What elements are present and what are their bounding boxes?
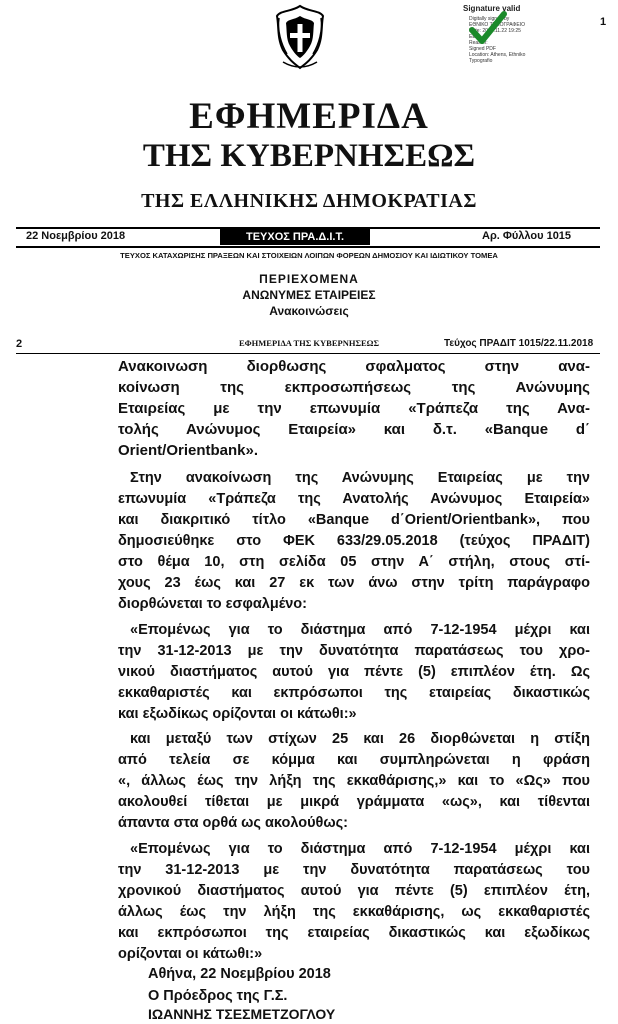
sheet-number: Αρ. Φύλλου 1015 — [482, 230, 572, 242]
paragraph-line: και διακριτικό τίτλο «Banque d΄Orient/Orientbank», που — [118, 512, 590, 528]
paragraph-line: ακολουθεί τίθεται με μικρά γράμματα «ως», και τίθενται — [118, 794, 590, 810]
page-number-top: 1 — [600, 16, 607, 28]
contents-heading: ΠΕΡΙΕΧΟΜΕΝΑ — [259, 272, 359, 286]
running-title: ΕΦΗΜΕΡΙΔΑ ΤΗΣ ΚΥΒΕΡΝΗΣΕΩΣ — [238, 338, 380, 348]
paragraph-line: στο θέμα 10, στη σελίδα 05 στην Α΄ στήλη, στους στί- — [118, 554, 590, 570]
quote-line: και εκπρόσωποι της εταιρείας δικαστικώς και εξωδίκως — [118, 925, 590, 941]
coat-of-arms-emblem — [273, 4, 327, 72]
quote-line: νικού διαστήματος αυτού για πέντε (5) επιπλέον έτη. Ως — [118, 664, 590, 680]
sig-line: ΕΘΝΙΚΟ ΤΥΠΟΓΡΑΦΕΙΟ — [469, 22, 525, 28]
section-heading: ΑΝΩΝΥΜΕΣ ΕΤΑΙΡΕΙΕΣ — [242, 288, 376, 302]
paragraph-line: άπαντα στα ορθά ως ακολούθως: — [118, 815, 348, 831]
announcement-title-line: τολής Ανώνυμος Εταιρεία» και δ.τ. «Banque d΄ — [118, 421, 590, 438]
quote-line: την 31-12-2013 με την δυνατότητα παρατάσεως του χρο- — [118, 643, 590, 659]
signatory-name: ΙΩΑΝΝΗΣ ΤΣΕΣΜΕΤΖΟΓΛΟΥ — [148, 1006, 336, 1022]
page-number: 2 — [16, 338, 23, 350]
issue-subtitle: ΤΕΥΧΟΣ ΚΑΤΑΧΩΡΙΣΗΣ ΠΡΑΞΕΩΝ ΚΑΙ ΣΤΟΙΧΕΙΩΝ ΛΟΙΠΩΝ ΦΟΡΕΩΝ ΔΗΜΟΣΙΟΥ ΚΑΙ ΙΔΙΩΤΙΚΟΥ ΤΟΜΕΑ — [120, 251, 498, 260]
announcement-title-line: Orient/Orientbank». — [118, 442, 259, 459]
paragraph-line: διορθώνεται το εσφαλμένο: — [118, 596, 307, 612]
sig-line: Location: Athens, Ethnikο — [469, 52, 526, 58]
paragraph-line: Στην ανακοίνωση της Ανώνυμης Εταιρείας με την — [130, 470, 590, 486]
issue-date: 22 Νοεμβρίου 2018 — [26, 230, 126, 242]
quote-line: εκκαθαριστές και εκπρόσωποι της εταιρείας δικαστικώς — [118, 685, 590, 701]
sig-line: EET — [469, 34, 479, 40]
sig-line: Typografio — [469, 58, 493, 64]
checkmark-icon — [468, 10, 508, 46]
announcement-title-line: κοίνωση της εκπροσωπήσεως της Ανώνυμης — [118, 379, 590, 396]
running-issue: Τεύχος ΠΡΑΔΙΤ 1015/22.11.2018 — [444, 338, 594, 349]
gazette-title: ΕΦΗΜΕΡΙΔΑ — [189, 96, 429, 137]
sig-line: Signed PDF — [469, 46, 496, 52]
quote-line: άλλως έως την λήξη της εκκαθάρισης, ως εκκαθαριστές — [118, 904, 590, 920]
sig-line: Date: 2018.11.22 19:25 — [469, 28, 521, 34]
paragraph-line: από τελεία σε κόμμα και συμπληρώνεται η φράση — [118, 752, 590, 768]
paragraph-line: δημοσιεύθηκε στο ΦΕΚ 633/29.05.2018 (τεύχος ΠΡΑΔΙΤ) — [118, 533, 590, 549]
quote-line: την 31-12-2013 με την δυνατότητα παρατάσεως του — [118, 862, 590, 878]
sig-line: Digitally signed by — [469, 16, 510, 22]
quote-line: και εξωδίκως ορίζονται οι κάτωθι:» — [118, 706, 357, 722]
issue-type-tag: ΤΕΥΧΟΣ ΠΡΑ.Δ.Ι.Τ. — [220, 229, 370, 245]
gazette-republic-line: ΤΗΣ ΕΛΛΗΝΙΚΗΣ ΔΗΜΟΚΡΑΤΙΑΣ — [141, 190, 477, 212]
quote-line: «Επομένως για το διάστημα από 7-12-1954 μέχρι και — [130, 841, 590, 857]
place-date: Αθήνα, 22 Νοεμβρίου 2018 — [148, 966, 331, 982]
subsection-heading: Ανακοινώσεις — [269, 304, 349, 318]
paragraph-line: και μεταξύ των στίχων 25 και 26 διορθώνεται η στίξη — [130, 731, 590, 747]
divider — [16, 353, 600, 354]
signature-title: Signature valid — [463, 4, 521, 13]
gazette-title-line2: ΤΗΣ ΚΥΒΕΡΝΗΣΕΩΣ — [142, 138, 476, 174]
announcement-title-line: Ανακοινωση διορθωσης σφαλματος στην ανα- — [118, 358, 590, 375]
divider — [16, 246, 600, 248]
announcement-title-line: Εταιρείας με την επωνυμία «Τράπεζα της Ανα- — [118, 400, 590, 417]
quote-line: ορίζονται οι κάτωθι:» — [118, 946, 263, 962]
quote-line: «Επομένως για το διάστημα από 7-12-1954 μέχρι και — [130, 622, 590, 638]
paragraph-line: «, άλλως έως την λήξη της εκκαθάρισης,» και το «Ως» που — [118, 773, 590, 789]
paragraph-line: χους 23 έως και 27 εκ των άνω στην τρίτη παράγραφο — [118, 575, 590, 591]
sig-line: Reason: — [469, 40, 488, 46]
quote-line: χρονικού διαστήματος αυτού για πέντε (5) επιπλέον έτη, — [118, 883, 590, 899]
signatory-role: Ο Πρόεδρος της Γ.Σ. — [148, 988, 288, 1004]
paragraph-line: επωνυμία «Τράπεζα της Ανατολής Ανώνυμος Εταιρεία» — [118, 491, 590, 507]
